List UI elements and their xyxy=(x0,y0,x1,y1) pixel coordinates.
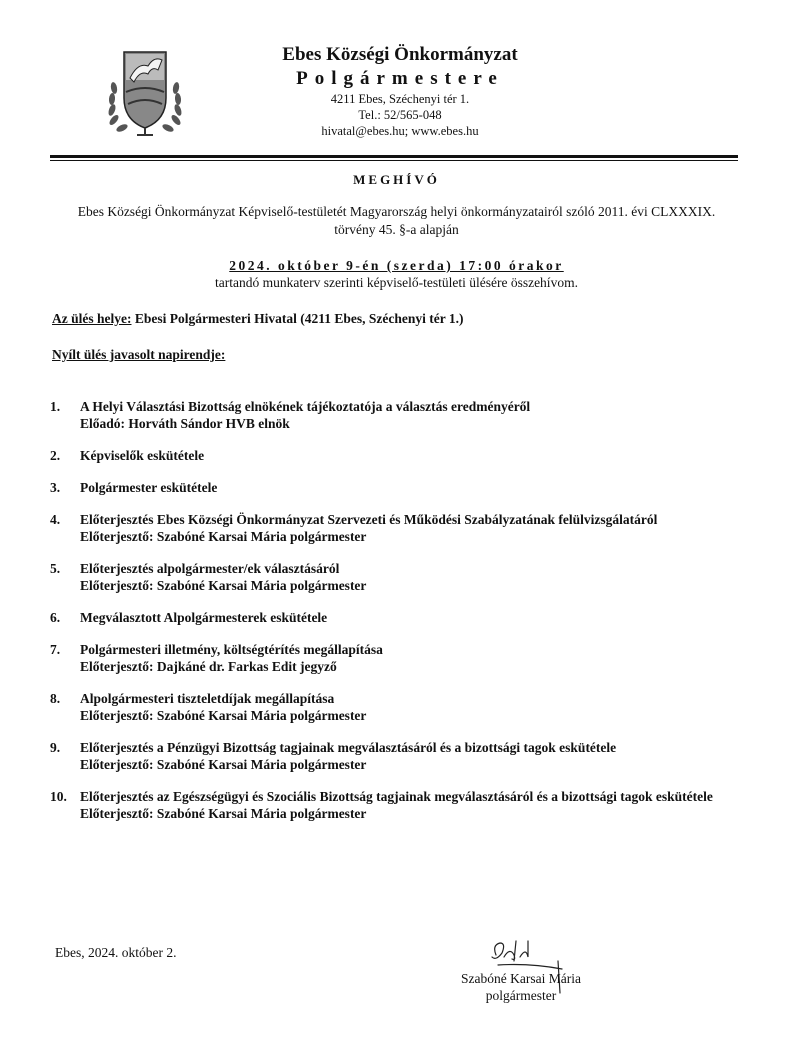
agenda-item xyxy=(50,690,750,724)
agenda-title: Nyílt ülés javasolt napirendje: xyxy=(52,347,226,362)
agenda-item xyxy=(50,609,750,626)
office-title: Polgármestere xyxy=(296,68,504,89)
issue-date: Ebes, 2024. október 2. xyxy=(55,945,177,960)
agenda-item-presenter: Előterjesztő: Szabóné Karsai Mária polgármester xyxy=(80,578,367,593)
coat-of-arms-icon xyxy=(104,40,186,138)
agenda-item-number: 2. xyxy=(50,448,61,463)
agenda-item-presenter: Előadó: Horváth Sándor HVB elnök xyxy=(80,416,290,431)
agenda-item-presenter: Előterjesztő: Szabóné Karsai Mária polgármester xyxy=(80,529,367,544)
agenda-item xyxy=(50,641,750,675)
intro-paragraph: Ebes Községi Önkormányzat Képviselő-testületét Magyarország helyi önkormányzatairól szóló 2011. évi CLXXXIX. törvény 45. §-a alapján xyxy=(77,204,716,237)
agenda-item-text: Előterjesztés az Egészségügyi és Szociális Bizottság tagjainak megválasztásáról és a bizottsági tagok eskütétele xyxy=(80,789,713,804)
agenda-item-text: A Helyi Választási Bizottság elnökének tájékoztatója a választás eredményéről xyxy=(80,399,531,414)
address: 4211 Ebes, Széchenyi tér 1. xyxy=(330,92,470,106)
agenda-item-number: 8. xyxy=(50,691,61,706)
phone: Tel.: 52/565-048 xyxy=(358,108,442,122)
contact: hivatal@ebes.hu; www.ebes.hu xyxy=(321,124,479,138)
agenda-item-number: 9. xyxy=(50,740,61,755)
agenda-item xyxy=(50,788,750,822)
agenda-item xyxy=(50,398,750,432)
agenda-item-number: 5. xyxy=(50,561,61,576)
agenda-item xyxy=(50,739,750,773)
agenda-item xyxy=(50,447,750,464)
letterhead xyxy=(250,44,550,139)
agenda-item-number: 10. xyxy=(50,789,67,804)
meeting-datetime-text: 2024. október 9-én (szerda) 17:00 órakor xyxy=(229,258,564,273)
signatory-title: polgármester xyxy=(485,988,557,1003)
agenda-item-presenter: Előterjesztő: Szabóné Karsai Mária polgármester xyxy=(80,806,367,821)
header-divider-thin xyxy=(50,160,738,161)
agenda-item-number: 1. xyxy=(50,399,61,414)
agenda-list xyxy=(50,398,750,837)
agenda-item-presenter: Előterjesztő: Szabóné Karsai Mária polgármester xyxy=(80,757,367,772)
signatory-name: Szabóné Karsai Mária xyxy=(461,971,581,986)
agenda-item-text: Előterjesztés Ebes Községi Önkormányzat Szervezeti és Működési Szabályzatának felülvizsgálatáról xyxy=(80,512,658,527)
agenda-item-text: Előterjesztés alpolgármester/ek választásáról xyxy=(80,561,340,576)
agenda-item xyxy=(50,560,750,594)
organization-name: Ebes Községi Önkormányzat xyxy=(282,44,518,65)
agenda-item-text: Alpolgármesteri tiszteletdíjak megállapítása xyxy=(80,691,335,706)
agenda-item-number: 4. xyxy=(50,512,61,527)
agenda-item xyxy=(50,511,750,545)
venue-label: Az ülés helye: xyxy=(52,311,132,326)
header-divider-thick xyxy=(50,155,738,158)
agenda-item-number: 6. xyxy=(50,610,61,625)
meeting-subtitle: tartandó munkaterv szerinti képviselő-testületi ülésére összehívom. xyxy=(215,275,578,290)
agenda-item xyxy=(50,479,750,496)
agenda-item-number: 7. xyxy=(50,642,61,657)
agenda-item-presenter: Előterjesztő: Dajkáné dr. Farkas Edit jegyző xyxy=(80,659,337,674)
agenda-item-text: Képviselők eskütétele xyxy=(80,448,205,463)
agenda-item-number: 3. xyxy=(50,480,61,495)
agenda-item-presenter: Előterjesztő: Szabóné Karsai Mária polgármester xyxy=(80,708,367,723)
agenda-item-text: Polgármester eskütétele xyxy=(80,480,218,495)
venue-value: Ebesi Polgármesteri Hivatal (4211 Ebes, Széchenyi tér 1.) xyxy=(134,311,464,326)
agenda-item-text: Megválasztott Alpolgármesterek eskütétele xyxy=(80,610,328,625)
agenda-item-text: Előterjesztés a Pénzügyi Bizottság tagjainak megválasztásáról és a bizottsági tagok eskütétele xyxy=(80,740,617,755)
venue xyxy=(52,311,463,327)
meeting-datetime xyxy=(0,257,793,274)
document-title: MEGHÍVÓ xyxy=(353,172,440,187)
agenda-item-text: Polgármesteri illetmény, költségtérítés megállapítása xyxy=(80,642,383,657)
